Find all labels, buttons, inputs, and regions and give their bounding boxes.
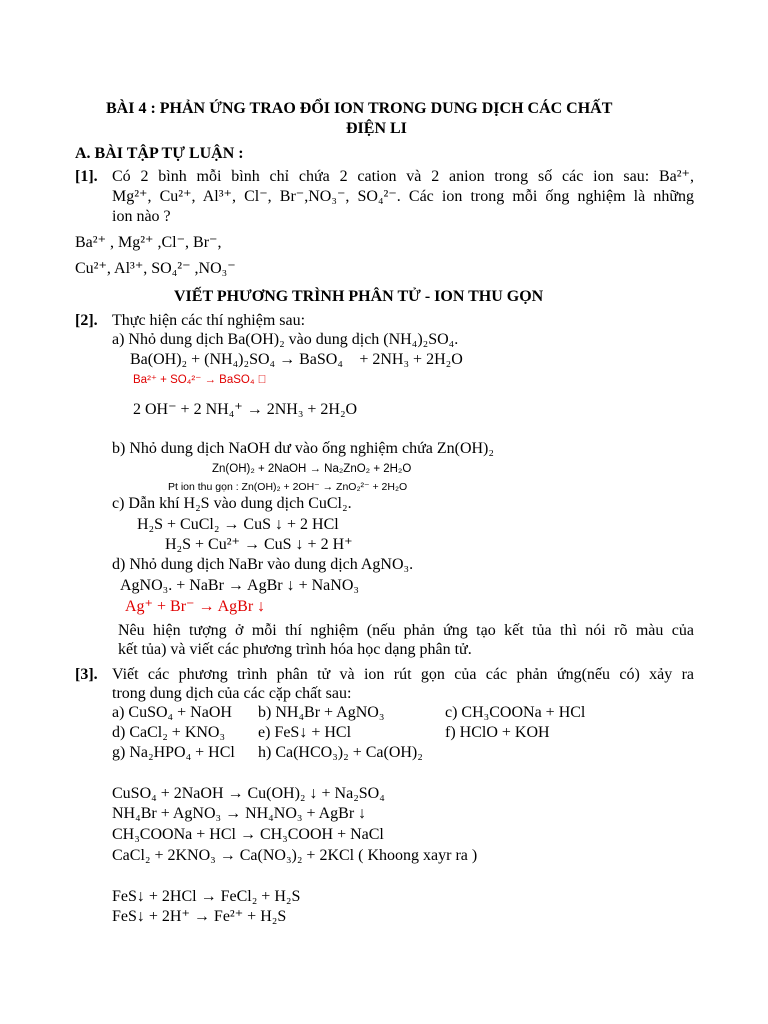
- q3-equation-5: FeS↓ + 2HCl → FeCl₂ + H₂S: [112, 888, 301, 905]
- q1-line1: Có 2 bình mỗi bình chỉ chứa 2 cation và 2 anion trong số các ion sau: Ba²⁺,: [112, 168, 694, 185]
- q3-item-b: b) NH₄Br + AgNO₃: [258, 704, 385, 721]
- q3-item-d: d) CaCl₂ + KNO₃: [112, 724, 226, 741]
- section-heading-equations: VIẾT PHƯƠNG TRÌNH PHÂN TỬ - ION THU GỌN: [174, 288, 544, 305]
- q3-item-g: g) Na₂HPO₄ + HCl: [112, 744, 235, 761]
- q2a-ionic-equation2: 2 OH⁻ + 2 NH₄⁺ → 2NH₃ + 2H₂O: [133, 401, 358, 418]
- q2d-equation: AgNO₃. + NaBr → AgBr ↓ + NaNO₃: [120, 577, 359, 594]
- q3-equation-4: CaCl₂ + 2KNO₃ → Ca(NO₃)₂ + 2KCl ( Khoong xayr ra ): [112, 847, 478, 864]
- q3-item-f: f) HClO + KOH: [445, 724, 550, 741]
- q2-note-line1: Nêu hiện tượng ở mỗi thí nghiệm (nếu phản ứng tạo kết tủa thì nói rõ màu của: [118, 622, 694, 639]
- q2b-ionic-equation: Pt ion thu gọn : Zn(OH)₂ + 2OH⁻ → ZnO₂²⁻ + 2H₂O: [168, 481, 408, 493]
- q3-item-c: c) CH₃COONa + HCl: [445, 704, 586, 721]
- q1-answer1: Ba²⁺ , Mg²⁺ ,Cl⁻, Br⁻,: [75, 234, 222, 251]
- q3-item-e: e) FeS↓ + HCl: [258, 724, 352, 741]
- section-a-heading: A. BÀI TẬP TỰ LUẬN :: [75, 145, 244, 162]
- q3-equation-2: NH₄Br + AgNO₃ → NH₄NO₃ + AgBr ↓: [112, 805, 367, 822]
- q3-equation-6: FeS↓ + 2H⁺ → Fe²⁺ + H₂S: [112, 908, 287, 925]
- q3-equation-3: CH₃COONa + HCl → CH₃COOH + NaCl: [112, 826, 384, 843]
- page-title-line1: BÀI 4 : PHẢN ỨNG TRAO ĐỔI ION TRONG DUNG DỊCH CÁC CHẤT: [106, 100, 613, 117]
- q3-line2: trong dung dịch của các cặp chất sau:: [112, 685, 352, 702]
- q1-line3: ion nào ?: [112, 208, 171, 225]
- q3-number: [3].: [75, 666, 98, 683]
- q2-number: [2].: [75, 312, 98, 329]
- q3-item-h: h) Ca(HCO₃)₂ + Ca(OH)₂: [258, 744, 423, 761]
- q2-intro: Thực hiện các thí nghiệm sau:: [112, 312, 306, 329]
- q2b-text: b) Nhỏ dung dịch NaOH dư vào ống nghiệm chứa Zn(OH)₂: [112, 440, 494, 457]
- q2a-equation: Ba(OH)₂ + (NH₄)₂SO₄ → BaSO₄ ⃞+ 2NH₃ + 2H₂O: [130, 351, 463, 368]
- q3-equation-1: CuSO₄ + 2NaOH → Cu(OH)₂ ↓ + Na₂SO₄: [112, 785, 385, 802]
- q2a-ionic-equation: Ba²⁺ + SO₄²⁻ → BaSO₄ ⃞: [133, 374, 267, 386]
- q2c-ionic-equation: H₂S + Cu²⁺ → CuS ↓ + 2 H⁺: [165, 536, 353, 553]
- q2-note-line2: kết tủa) và viết các phương trình hóa học dạng phân tử.: [118, 641, 472, 658]
- q2c-text: c) Dẫn khí H₂S vào dung dịch CuCl₂.: [112, 495, 352, 512]
- q1-answer2: Cu²⁺, Al³⁺, SO₄²⁻ ,NO₃⁻: [75, 260, 236, 277]
- q3-item-a: a) CuSO₄ + NaOH: [112, 704, 232, 721]
- q1-number: [1].: [75, 168, 98, 185]
- q2d-text: d) Nhỏ dung dịch NaBr vào dung dịch AgNO₃.: [112, 556, 414, 573]
- q2b-equation: Zn(OH)₂ + 2NaOH → Na₂ZnO₂ + 2H₂O: [212, 463, 412, 475]
- page-title-line2: ĐIỆN LI: [346, 120, 407, 137]
- q3-line1: Viết các phương trình phân tử và ion rút gọn của các phản ứng(nếu có) xảy ra: [112, 666, 694, 683]
- q1-line2: Mg²⁺, Cu²⁺, Al³⁺, Cl⁻, Br⁻,NO₃⁻, SO₄²⁻. Các ion trong mỗi ống nghiệm là những: [112, 188, 694, 205]
- q2a-text: a) Nhỏ dung dịch Ba(OH)₂ vào dung dịch (NH₄)₂SO₄.: [112, 331, 459, 348]
- q2d-ionic-equation: Ag⁺ + Br⁻ → AgBr ↓: [125, 598, 266, 615]
- q2c-equation: H₂S + CuCl₂ → CuS ↓ + 2 HCl: [137, 516, 339, 533]
